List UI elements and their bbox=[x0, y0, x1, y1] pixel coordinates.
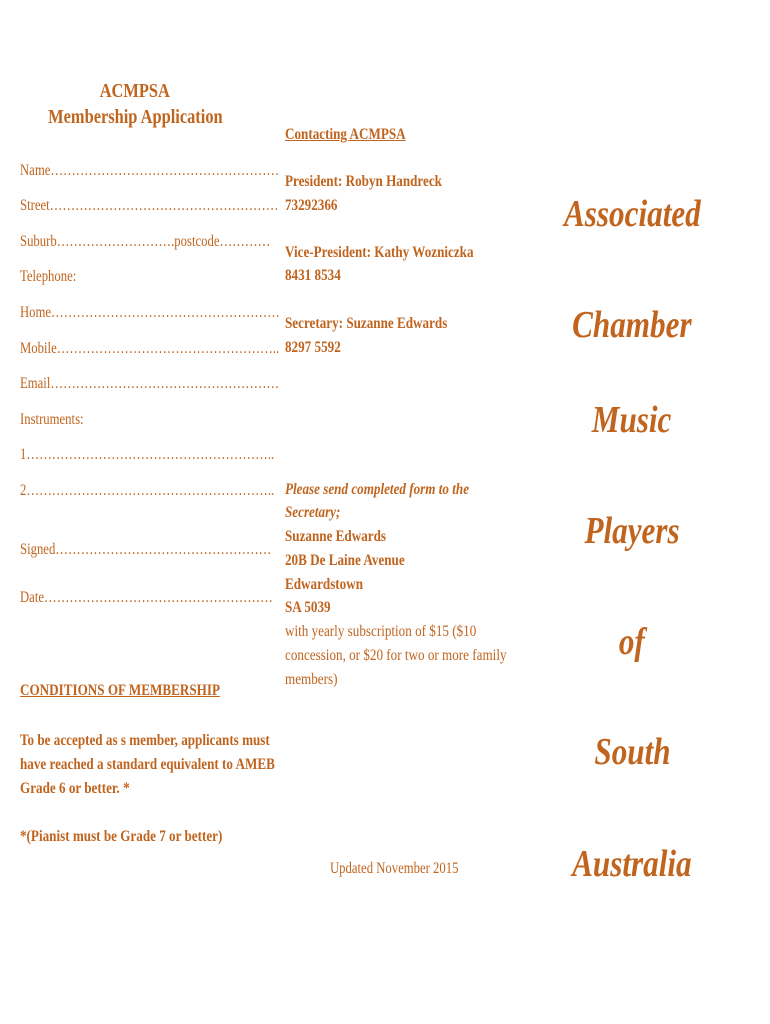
president-phone: 73292366 bbox=[285, 197, 338, 214]
address-street: 20B De Laine Avenue bbox=[285, 552, 405, 569]
date-field[interactable]: Date……………………………………………… bbox=[20, 589, 273, 606]
home-phone-field[interactable]: Home……………………………………………… bbox=[20, 304, 280, 321]
telephone-label: Telephone: bbox=[20, 268, 77, 285]
address-suburb: Edwardstown bbox=[285, 576, 364, 593]
form-title-line2: Membership Application bbox=[47, 106, 223, 128]
name-field[interactable]: Name……………………………………………… bbox=[20, 162, 280, 179]
title-word-chamber: Chamber bbox=[572, 304, 692, 346]
send-instruction-line1: Please send completed form to the bbox=[285, 481, 470, 498]
president-name: President: Robyn Handreck bbox=[285, 173, 442, 190]
title-word-associated: Associated bbox=[563, 193, 701, 235]
secretary-phone: 8297 5592 bbox=[285, 339, 341, 356]
suburb-postcode-field[interactable]: Suburb……………………….postcode………… bbox=[20, 233, 271, 250]
form-title bbox=[10, 78, 260, 130]
title-word-music: Music bbox=[592, 399, 672, 441]
conditions-line-1: To be accepted as s member, applicants must bbox=[20, 732, 270, 749]
address-state: SA 5039 bbox=[285, 599, 331, 616]
title-word-australia: Australia bbox=[572, 843, 692, 885]
pianist-note: *(Pianist must be Grade 7 or better) bbox=[20, 828, 223, 845]
instruments-label: Instruments: bbox=[20, 411, 84, 428]
title-word-players: Players bbox=[584, 510, 680, 552]
vice-president-name: Vice-President: Kathy Wozniczka bbox=[285, 244, 474, 261]
title-word-of: of bbox=[619, 621, 645, 663]
email-field[interactable]: Email……………………………………………… bbox=[20, 375, 280, 392]
send-instruction-line2: Secretary; bbox=[285, 504, 341, 521]
address-name: Suzanne Edwards bbox=[285, 528, 386, 545]
subscription-line3: members) bbox=[285, 671, 338, 688]
street-field[interactable]: Street……………………………………………… bbox=[20, 197, 279, 214]
subscription-line1: with yearly subscription of $15 ($10 bbox=[285, 623, 477, 640]
subscription-line2: concession, or $20 for two or more family bbox=[285, 647, 507, 664]
conditions-line-3: Grade 6 or better. * bbox=[20, 780, 130, 797]
secretary-name: Secretary: Suzanne Edwards bbox=[285, 315, 448, 332]
updated-date: Updated November 2015 bbox=[330, 860, 459, 877]
signed-field[interactable]: Signed…………………………………………… bbox=[20, 541, 272, 558]
instrument-1-field[interactable]: 1………………………………………………….. bbox=[20, 446, 275, 463]
contact-heading: Contacting ACMPSA bbox=[285, 126, 406, 143]
mobile-field[interactable]: Mobile…………………………………………….. bbox=[20, 340, 280, 357]
title-word-south: South bbox=[593, 731, 671, 773]
conditions-text bbox=[20, 729, 331, 801]
form-title-line1: ACMPSA bbox=[99, 80, 171, 102]
conditions-line-2: have reached a standard equivalent to AMEB bbox=[20, 756, 275, 773]
conditions-heading: CONDITIONS OF MEMBERSHIP bbox=[20, 682, 220, 699]
instrument-2-field[interactable]: 2………………………………………………….. bbox=[20, 482, 275, 499]
vice-president-phone: 8431 8534 bbox=[285, 267, 341, 284]
